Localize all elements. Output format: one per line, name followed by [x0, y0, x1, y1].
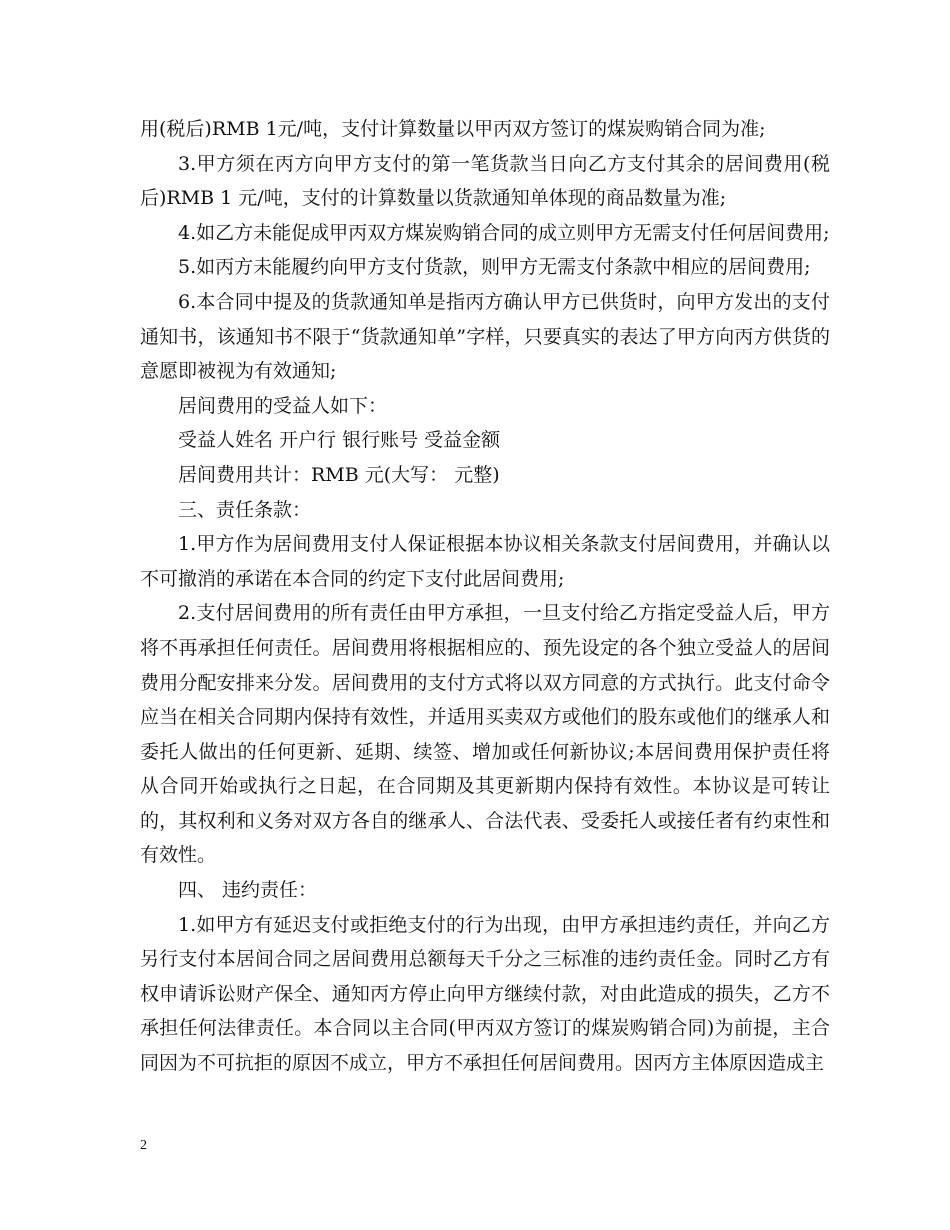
- paragraph-beneficiary-fields: 受益人姓名 开户行 银行账号 受益金额: [178, 429, 501, 452]
- paragraph-breach-1: 1.如甲方有延迟支付或拒绝支付的行为出现，由甲方承担违约责任，并向乙方另行支付本居间合同之居间费用总额每天千分之三标准的违约责任金。同时乙方有权申请诉讼财产保全、通知丙方停止向甲方继续付款，对由此造成的损失，乙方不承担任何法律责任。本合同以主合同(甲丙双方签订的煤炭购销合同)为前提，主合同因为不可抗拒的原因不成立，甲方不承担任何居间费用。因丙方主体原因造成主: [140, 913, 830, 1075]
- paragraph-beneficiary-intro: 居间费用的受益人如下：: [178, 394, 388, 417]
- paragraph-clause-3: 3.甲方须在丙方向甲方支付的第一笔货款当日向乙方支付其余的居间费用(税后)RMB 1 元/吨，支付的计算数量以货款通知单体现的商品数量为准;: [140, 152, 830, 210]
- section-heading-breach: 四、 违约责任：: [178, 879, 318, 902]
- page-number: 2: [140, 1138, 147, 1153]
- paragraph-fee-total: 居间费用共计：RMB 元(大写： 元整): [178, 463, 500, 486]
- paragraph-continuation: 用(税后)RMB 1元/吨，支付计算数量以甲丙双方签订的煤炭购销合同为准;: [140, 118, 766, 140]
- section-heading-liability: 三、责任条款：: [178, 498, 312, 521]
- document-body: [140, 112, 830, 1081]
- paragraph-liability-1: 1.甲方作为居间费用支付人保证根据本协议相关条款支付居间费用，并确认以不可撤消的承诺在本合同的约定下支付此居间费用;: [140, 533, 830, 590]
- paragraph-liability-2: 2.支付居间费用的所有责任由甲方承担，一旦支付给乙方指定受益人后，甲方将不再承担任何责任。居间费用将根据相应的、预先设定的各个独立受益人的居间费用分配安排来分发。居间费用的支付方式将以双方同意的方式执行。此支付命令应当在相关合同期内保持有效性，并适用买卖双方或他们的股东或他们的继承人和委托人做出的任何更新、延期、续签、增加或任何新协议;本居间费用保护责任将从合同开始或执行之日起，在合同期及其更新期内保持有效性。本协议是可转让的，其权利和义务对双方各自的继承人、合法代表、受委托人或接任者有约束性和有效性。: [140, 602, 830, 867]
- paragraph-clause-6: 6.本合同中提及的货款通知单是指丙方确认甲方已供货时，向甲方发出的支付通知书，该通知书不限于“货款通知单”字样，只要真实的表达了甲方向丙方供货的意愿即被视为有效通知;: [140, 290, 830, 383]
- paragraph-clause-5: 5.如丙方未能履约向甲方支付货款，则甲方无需支付条款中相应的居间费用;: [178, 256, 811, 279]
- paragraph-clause-4: 4.如乙方未能促成甲丙双方煤炭购销合同的成立则甲方无需支付任何居间费用;: [178, 221, 830, 244]
